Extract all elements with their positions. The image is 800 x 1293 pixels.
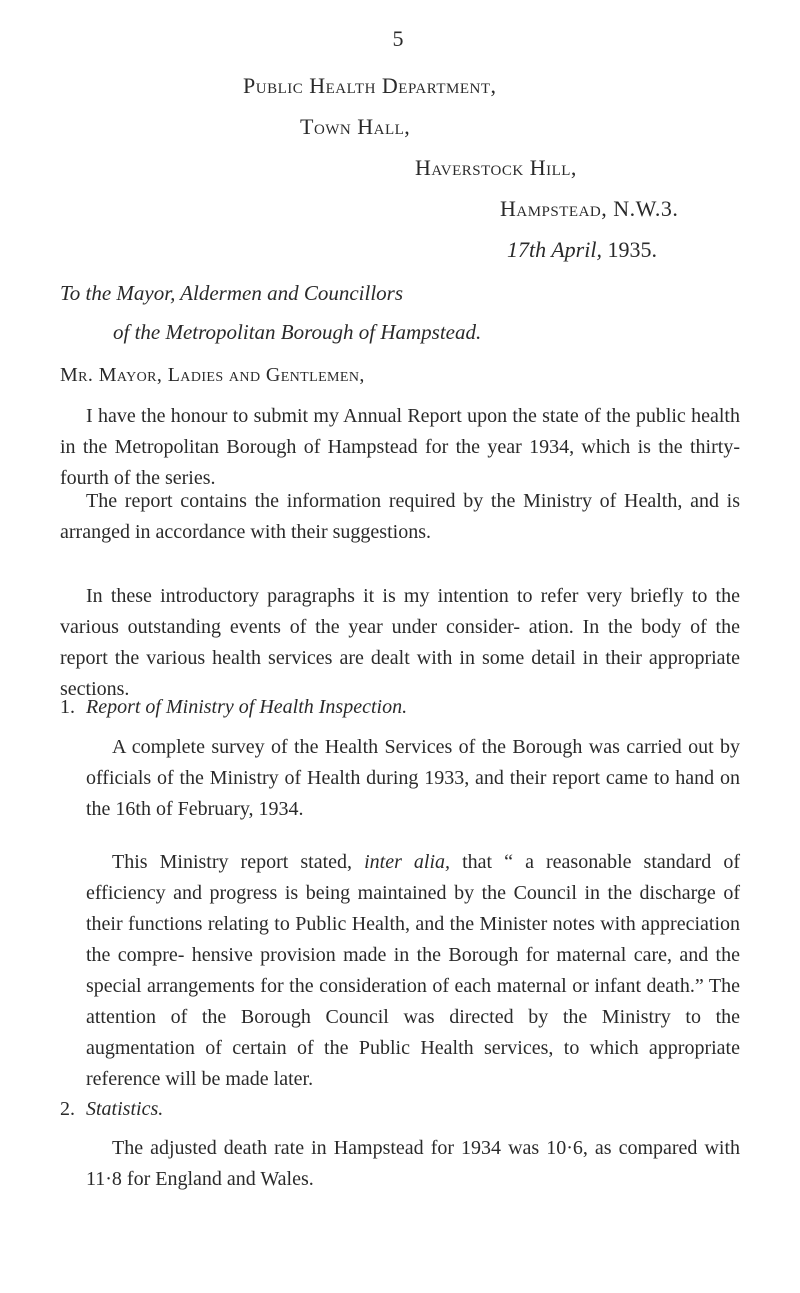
address-line-town-hall: Town Hall, <box>300 114 411 139</box>
addressee-line-1: To the Mayor, Aldermen and Councillors <box>60 281 404 305</box>
intro-paragraph: I have the honour to submit my Annual Report upon the state of the public health in the Metropolitan Borough of Hampstead for the year 1934, which is the thirty-fourth of the series. <box>60 405 740 489</box>
section-title: Report of Ministry of Health Inspection. <box>86 696 408 718</box>
addressee-line-2: of the Metropolitan Borough of Hampstead. <box>113 320 482 344</box>
section-title: Statistics. <box>86 1098 164 1120</box>
section-paragraph: The adjusted death rate in Hampstead for 1934 was 10·6, as compared with 11·8 for England and Wales. <box>86 1137 740 1190</box>
paragraph-text: This Ministry report stated, <box>112 851 353 873</box>
address-line-department: Public Health Department, <box>243 73 497 98</box>
address-line-district: Hampstead, N.W.3. <box>500 196 679 221</box>
section-paragraph <box>86 847 740 1095</box>
section-number: 1. <box>60 696 75 718</box>
section-heading <box>60 1098 163 1121</box>
date-day-month: 17th April, <box>507 237 602 262</box>
page-number: 5 <box>392 26 404 51</box>
paragraph-text: that “ a reasonable standard of efficiency and progress is being maintained by the Council in the discharge of their functions relating to Public Health, and the Minister notes with appreciation the compre- hensive provision made in the Borough for maternal care, and the special arrangements for the consideration of each maternal or infant death.” The attention of the Borough Council was directed by the Ministry to the augmentation of certain of the Public Health services, to which appropriate reference will be made later. <box>86 851 741 1090</box>
section-paragraph: A complete survey of the Health Services of the Borough was carried out by officials of the Ministry of Health during 1933, and their report came to hand on the 16th of February, 1934. <box>86 736 740 820</box>
intro-paragraph: The report contains the information required by the Ministry of Health, and is arranged in accordance with their suggestions. <box>60 490 740 543</box>
date-year: 1935. <box>607 237 657 262</box>
paragraph-italic-phrase: inter alia, <box>364 851 451 873</box>
section-heading <box>60 696 407 719</box>
section-number: 2. <box>60 1098 75 1120</box>
letter-date <box>507 237 657 263</box>
address-line-street: Haverstock Hill, <box>415 155 577 180</box>
intro-paragraph: In these introductory paragraphs it is my intention to refer very briefly to the various outstanding events of the year under consider- ation. In the body of the report the various health services are dealt with in some detail in their appropriate sections. <box>60 585 740 700</box>
salutation: Mr. Mayor, Ladies and Gentlemen, <box>60 364 365 386</box>
